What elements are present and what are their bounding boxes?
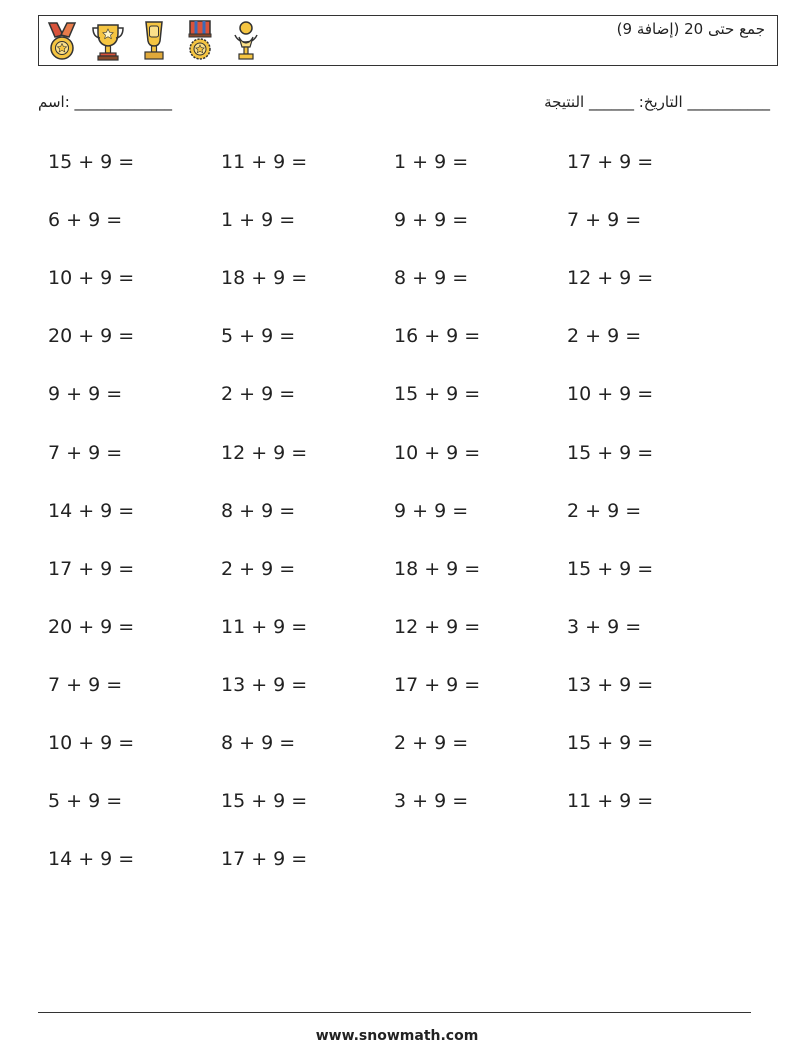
problem-item: 15 + 9 = [567, 557, 654, 580]
date-score-field: التاريخ: ______ النتيجة ___________ [544, 93, 770, 111]
footer-divider [38, 1012, 751, 1013]
problem-item: 11 + 9 = [221, 615, 308, 638]
problem-item: 17 + 9 = [48, 557, 135, 580]
problem-item: 9 + 9 = [394, 499, 469, 522]
trophy-cup-icon [89, 19, 127, 63]
problem-item: 3 + 9 = [394, 790, 469, 813]
problem-item: 8 + 9 = [221, 499, 296, 522]
problem-item: 14 + 9 = [48, 499, 135, 522]
problem-item: 15 + 9 = [48, 151, 135, 173]
problem-item: 10 + 9 = [394, 441, 481, 464]
problem-item: 20 + 9 = [48, 615, 135, 638]
vase-trophy-icon [135, 19, 173, 63]
problem-item: 16 + 9 = [394, 325, 481, 348]
problem-item: 9 + 9 = [48, 383, 123, 406]
ribbon-medal-icon [181, 19, 219, 63]
problem-item: 15 + 9 = [394, 383, 481, 406]
problem-item: 7 + 9 = [567, 209, 642, 232]
problem-item: 8 + 9 = [221, 732, 296, 754]
problem-item: 13 + 9 = [221, 673, 308, 696]
problem-item: 15 + 9 = [567, 732, 654, 754]
problem-item: 20 + 9 = [48, 325, 135, 348]
footer-url: www.snowmath.com [315, 1028, 479, 1044]
problem-item: 12 + 9 = [221, 441, 308, 464]
problem-item: 3 + 9 = [567, 615, 642, 638]
problem-item: 11 + 9 = [221, 151, 308, 173]
name-field: اسم: _____________ [38, 93, 173, 111]
problem-item: 14 + 9 = [48, 848, 135, 871]
problem-item: 12 + 9 = [567, 267, 654, 290]
problem-item: 2 + 9 = [221, 557, 296, 580]
problem-item: 13 + 9 = [567, 673, 654, 696]
problem-item: 15 + 9 = [567, 441, 654, 464]
header-box [38, 15, 778, 66]
worksheet-title: جمع حتى 20 (إضافة 9) [616, 20, 765, 38]
problem-item: 2 + 9 = [221, 383, 296, 406]
problem-item: 10 + 9 = [48, 267, 135, 290]
award-icons [43, 19, 265, 63]
problem-item: 9 + 9 = [394, 209, 469, 232]
problem-item: 1 + 9 = [394, 151, 469, 173]
problem-item: 12 + 9 = [394, 615, 481, 638]
problem-item: 6 + 9 = [48, 209, 123, 232]
medal-icon [43, 19, 81, 63]
problem-item: 10 + 9 = [567, 383, 654, 406]
problem-item: 17 + 9 = [221, 848, 308, 871]
problem-item: 11 + 9 = [567, 790, 654, 813]
star-trophy-icon [227, 19, 265, 63]
problem-item: 8 + 9 = [394, 267, 469, 290]
problem-item: 10 + 9 = [48, 732, 135, 754]
problem-item: 17 + 9 = [394, 673, 481, 696]
problem-item: 7 + 9 = [48, 673, 123, 696]
problem-item: 2 + 9 = [567, 325, 642, 348]
problem-item: 5 + 9 = [48, 790, 123, 813]
problem-item: 1 + 9 = [221, 209, 296, 232]
problem-item: 2 + 9 = [567, 499, 642, 522]
problem-item: 15 + 9 = [221, 790, 308, 813]
problem-item: 18 + 9 = [394, 557, 481, 580]
problem-item: 2 + 9 = [394, 732, 469, 754]
problem-item: 5 + 9 = [221, 325, 296, 348]
problem-item: 17 + 9 = [567, 151, 654, 173]
problem-item: 18 + 9 = [221, 267, 308, 290]
problem-item: 7 + 9 = [48, 441, 123, 464]
